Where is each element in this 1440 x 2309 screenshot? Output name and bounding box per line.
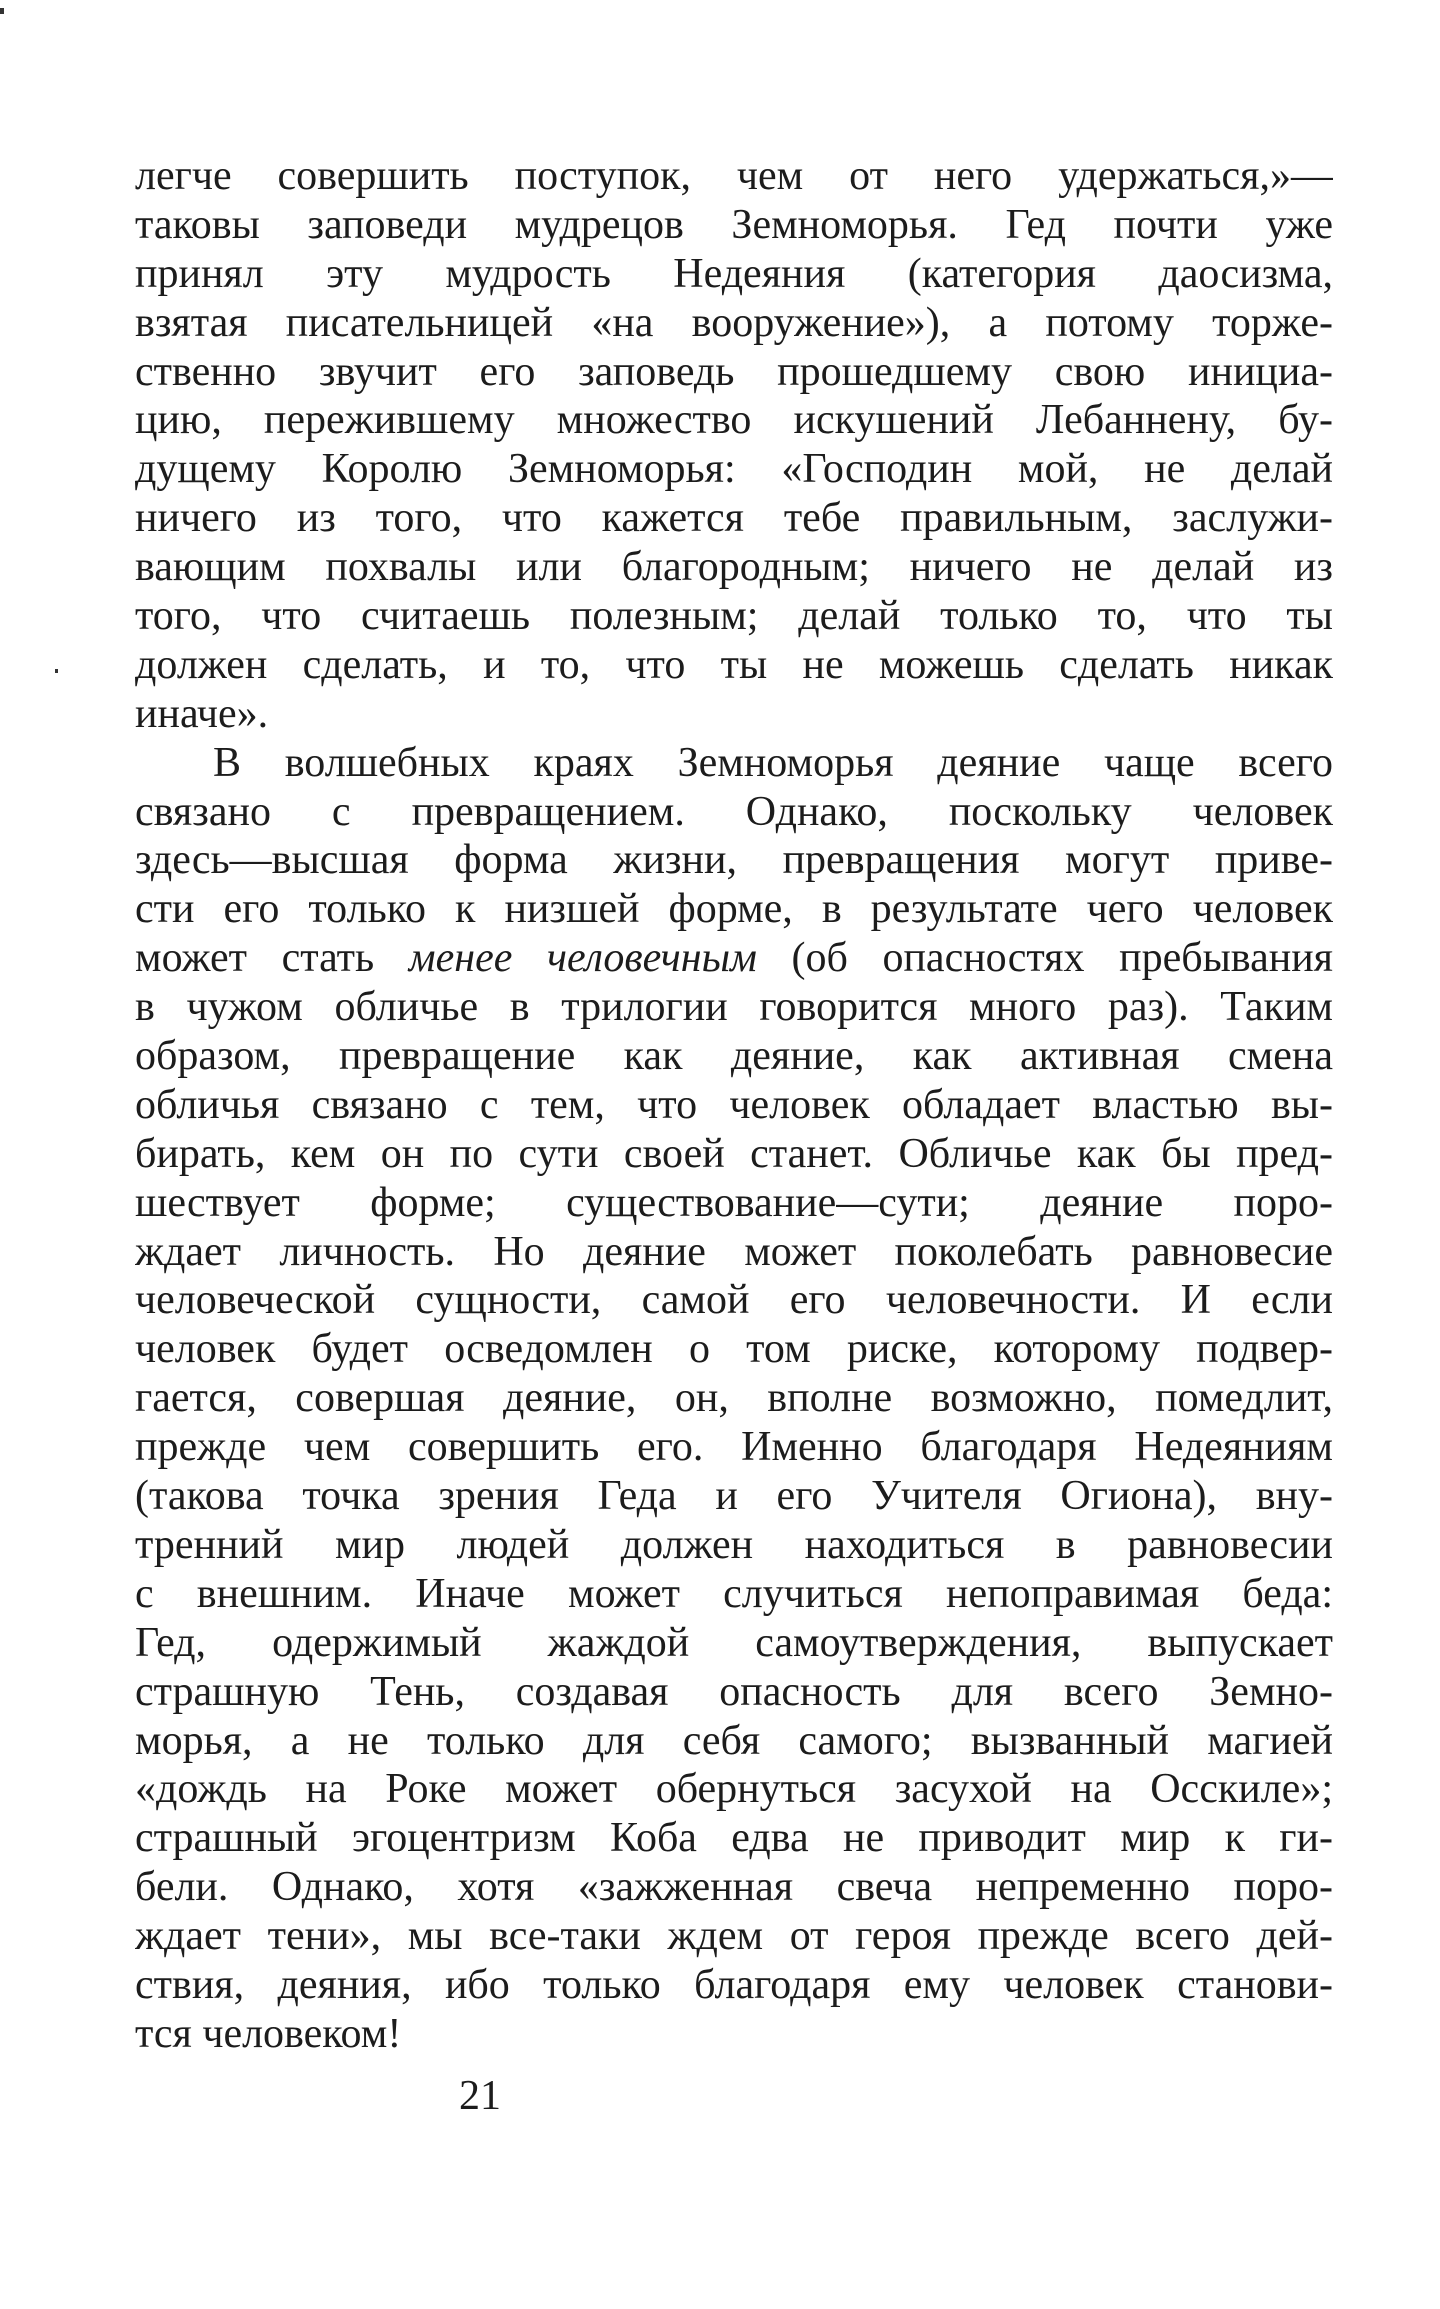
text-line: ствия, деяния, ибо только благодаря ему человек станови- xyxy=(135,1961,1333,2008)
scan-speck xyxy=(0,8,4,14)
text-line: вающим похвалы или благородным; ничего не делай из xyxy=(135,544,1333,591)
text-line: легче совершить поступок, чем от него удержаться,»— xyxy=(135,153,1333,199)
text-line: ждает тени», мы все-таки ждем от героя прежде всего дей- xyxy=(135,1913,1333,1960)
text-line: должен сделать, и то, что ты не можешь сделать никак xyxy=(135,641,1333,688)
text-line: взятая писательницей «на вооружение»), а потому торже- xyxy=(135,299,1333,346)
text-line: шествует форме; существование—сути; деяние поро- xyxy=(135,1179,1333,1226)
text-line: ждает личность. Но деяние может поколебать равновесие xyxy=(135,1228,1333,1275)
text-line: тренний мир людей должен находиться в равновесии xyxy=(135,1521,1333,1568)
text-line-with-italic xyxy=(135,934,1333,983)
text-line: образом, превращение как деяние, как активная смена xyxy=(135,1033,1333,1080)
body-text xyxy=(135,152,1333,2059)
text-line: здесь—высшая форма жизни, превращения могут приве- xyxy=(135,837,1333,884)
text-line: прежде чем совершить его. Именно благодаря Недеяниям xyxy=(135,1424,1333,1471)
text-run: (об опасностях пребывания xyxy=(756,935,1333,982)
text-line: человеческой сущности, самой его человечности. И если xyxy=(135,1277,1333,1324)
text-line: В волшебных краях Земноморья деяние чаще всего xyxy=(213,739,1333,786)
text-line: дущему Королю Земноморья: «Господин мой, не делай xyxy=(135,446,1333,493)
italic-phrase: менее человечным xyxy=(408,935,757,982)
text-line: страшный эгоцентризм Коба едва не приводит мир к ги- xyxy=(135,1815,1333,1862)
text-line: таковы заповеди мудрецов Земноморья. Гед почти уже xyxy=(135,201,1333,248)
text-line: в чужом обличье в трилогии говорится много раз). Таким xyxy=(135,984,1333,1031)
text-line: морья, а не только для себя самого; вызванный магией xyxy=(135,1717,1333,1764)
text-line: страшную Тень, создавая опасность для всего Земно- xyxy=(135,1668,1333,1715)
text-line: ственно звучит его заповедь прошедшему свою инициа- xyxy=(135,348,1333,395)
paragraph xyxy=(135,739,1333,2059)
text-run: может стать xyxy=(135,935,409,982)
text-line: бирать, кем он по сути своей станет. Обличье как бы пред- xyxy=(135,1130,1333,1177)
text-line: «дождь на Роке может обернуться засухой на Осскиле»; xyxy=(135,1766,1333,1813)
text-line: тся человеком! xyxy=(135,2010,402,2057)
text-line: обличья связано с тем, что человек обладает властью вы- xyxy=(135,1081,1333,1128)
text-line: связано с превращением. Однако, поскольку человек xyxy=(135,788,1333,835)
text-line: гается, совершая деяние, он, вполне возможно, помедлит, xyxy=(135,1375,1333,1422)
page-number: 21 xyxy=(459,2073,501,2119)
text-line: с внешним. Иначе может случиться непоправимая беда: xyxy=(135,1570,1333,1617)
text-line: принял эту мудрость Недеяния (категория даосизма, xyxy=(135,250,1333,297)
text-line: иначе». xyxy=(135,690,269,737)
text-line: сти его только к низшей форме, в результате чего человек xyxy=(135,886,1333,933)
paragraph-continued xyxy=(135,152,1333,739)
text-line: человек будет осведомлен о том риске, которому подвер- xyxy=(135,1326,1333,1373)
text-line: Гед, одержимый жаждой самоутверждения, выпускает xyxy=(135,1619,1333,1666)
text-line: того, что считаешь полезным; делай только то, что ты xyxy=(135,593,1333,640)
scan-speck xyxy=(55,669,58,673)
text-line: ничего из того, что кажется тебе правильным, заслужи- xyxy=(135,495,1333,542)
text-line: (такова точка зрения Геда и его Учителя Огиона), вну- xyxy=(135,1473,1333,1520)
text-line: цию, пережившему множество искушений Лебаннену, бу- xyxy=(135,397,1333,444)
text-line: бели. Однако, хотя «зажженная свеча непременно поро- xyxy=(135,1864,1333,1911)
